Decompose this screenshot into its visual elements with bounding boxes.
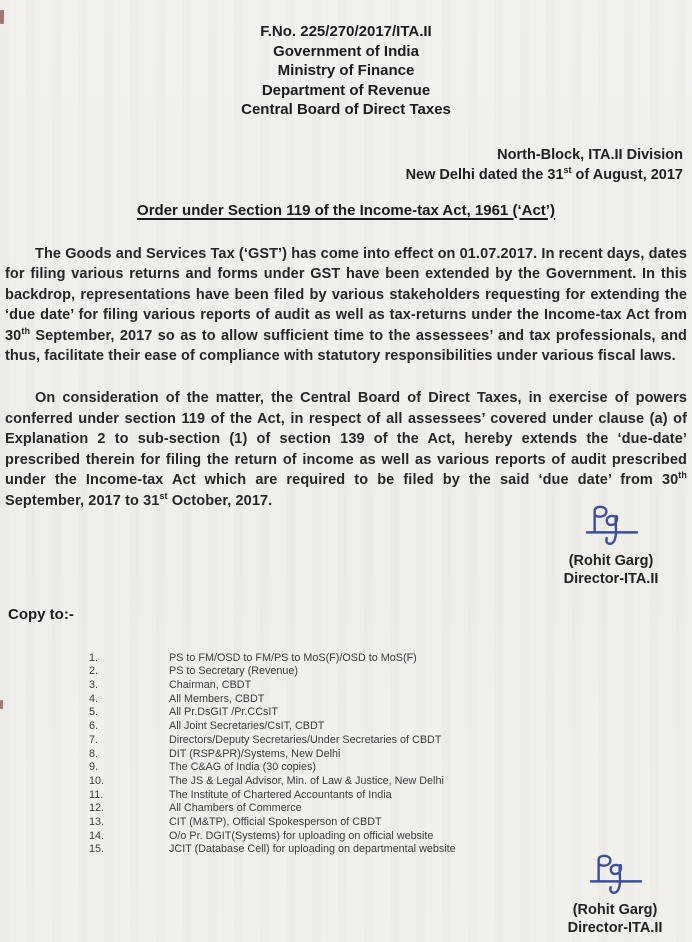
copy-item-number: 9. — [89, 761, 99, 774]
scan-artifact — [0, 10, 4, 24]
copy-item-number: 14. — [89, 829, 105, 842]
signature-block-bottom — [545, 853, 685, 937]
copy-list-item — [5, 693, 687, 707]
copy-item-number: 6. — [89, 720, 99, 733]
date-text-rest: of August, 2017 — [571, 166, 683, 183]
copy-item-number: 12. — [89, 802, 105, 815]
copy-list-item — [5, 706, 687, 720]
letterhead — [5, 22, 687, 120]
signature-mark — [578, 504, 644, 554]
date-line — [5, 165, 683, 185]
copy-item-text: O/o Pr. DGIT(Systems) for uploading on official website — [169, 829, 434, 842]
org-line-government: Government of India — [273, 42, 419, 60]
copy-item-number: 15. — [89, 843, 105, 856]
copy-item-text: PS to Secretary (Revenue) — [169, 665, 299, 678]
copy-item-text: PS to FM/OSD to FM/PS to MoS(F)/OSD to MoS(F) — [169, 651, 417, 664]
copy-item-number: 1. — [89, 651, 99, 664]
ordinal-sup: th — [678, 470, 687, 481]
paragraph-1 — [5, 244, 687, 368]
copy-item-number: 7. — [89, 733, 99, 746]
copy-item-text: The Institute of Chartered Accountants of India — [169, 788, 392, 801]
copy-list-item — [5, 789, 687, 803]
copy-item-text: All Pr.DsGIT /Pr.CCsIT — [169, 706, 278, 719]
copy-list-item — [5, 679, 687, 693]
copy-item-number: 8. — [89, 747, 99, 760]
copy-item-text: The JS & Legal Advisor, Min. of Law & Justice, New Delhi — [169, 774, 444, 787]
place-date-block — [5, 145, 687, 185]
date-text: New Delhi dated the 31 — [405, 166, 564, 183]
copy-to-label: Copy to:- — [8, 605, 74, 623]
org-line-ministry: Ministry of Finance — [277, 62, 415, 79]
signature-mark — [582, 853, 648, 903]
copy-list-item — [5, 652, 687, 666]
copy-item-text: All Joint Secretaries/CsIT, CBDT — [169, 720, 325, 733]
copy-item-text: JCIT (Database Cell) for uploading on departmental website — [169, 843, 456, 856]
paragraph-1-text: The Goods and Services Tax (‘GST’) has come into effect on 01.07.2017. In recent days, dates for filing various returns and forms under GST have been extended by the Government. In this backdrop, representations have been filed by various stakeholders requesting for extending the ‘due date’ for filing various reports of audit as well as tax-returns under the Income-tax Act from 30 — [5, 245, 687, 344]
paragraph-1-text-rest: September, 2017 so as to allow sufficient time to the assessees’ and tax professionals, and thus, facilitate their ease of compliance with statutory responsibilities under various fiscal laws. — [5, 327, 687, 365]
copy-to-list — [5, 652, 687, 858]
file-number: F.No. 225/270/2017/ITA.II — [260, 23, 432, 40]
copy-item-text: CIT (M&TP), Official Spokesperson of CBDT — [169, 816, 382, 829]
copy-item-number: 10. — [89, 774, 105, 787]
scan-artifact — [0, 700, 3, 709]
copy-item-number: 4. — [89, 692, 99, 705]
copy-item-number: 3. — [89, 679, 99, 692]
copy-list-item — [5, 734, 687, 748]
signatory-name: (Rohit Garg) — [572, 902, 658, 919]
copy-list-item — [5, 748, 687, 762]
copy-list-item — [5, 665, 687, 679]
copy-item-number: 13. — [89, 816, 105, 829]
paragraph-2 — [5, 388, 687, 512]
org-line-department: Department of Revenue — [261, 81, 431, 99]
signature-block-top — [541, 504, 681, 588]
copy-item-number: 11. — [89, 788, 104, 801]
copy-list-item — [5, 720, 687, 734]
ordinal-sup: st — [159, 491, 168, 502]
copy-list-item — [5, 816, 687, 830]
division-line: North-Block, ITA.II Division — [497, 146, 683, 163]
copy-list-item — [5, 802, 687, 816]
org-line-board: Central Board of Direct Taxes — [241, 101, 451, 118]
copy-item-text: Directors/Deputy Secretaries/Under Secretaries of CBDT — [169, 733, 442, 746]
date-ordinal-sup: st — [563, 164, 572, 175]
copy-list-item — [5, 761, 687, 775]
copy-item-text: Chairman, CBDT — [169, 679, 252, 692]
copy-list-item — [5, 830, 687, 844]
paragraph-2-text-mid: September, 2017 to 31 — [5, 493, 160, 510]
copy-item-text: DIT (RSP&PR)/Systems, New Delhi — [169, 747, 341, 760]
copy-item-text: All Members, CBDT — [169, 692, 265, 705]
copy-list-item — [5, 775, 687, 789]
signatory-name: (Rohit Garg) — [568, 552, 654, 569]
copy-item-text: All Chambers of Commerce — [169, 802, 302, 815]
copy-item-number: 5. — [89, 706, 99, 719]
signatory-designation: Director-ITA.II — [567, 920, 663, 937]
ordinal-sup: th — [21, 326, 31, 337]
signatory-designation: Director-ITA.II — [563, 570, 659, 587]
paragraph-2-text: On consideration of the matter, the Central Board of Direct Taxes, in exercise of powers conferred under section 119 of the Act, in respect of all assessees’ covered under clause (a) of Explanation 2 to sub-section (1) of section 139 of the Act, hereby extends the ‘due-date’ prescribed therein for filing the return of income as well as various reports of audit prescribed under the Income-tax Act which are required to be filed by the said ‘due date’ from 30 — [5, 390, 687, 489]
copy-list-item — [5, 843, 687, 857]
paragraph-2-text-end: October, 2017. — [167, 493, 273, 510]
copy-item-number: 2. — [89, 665, 99, 678]
order-title: Order under Section 119 of the Income-tax Act, 1961 (‘Act’) — [137, 201, 555, 219]
copy-item-text: The C&AG of India (30 copies) — [169, 761, 317, 774]
